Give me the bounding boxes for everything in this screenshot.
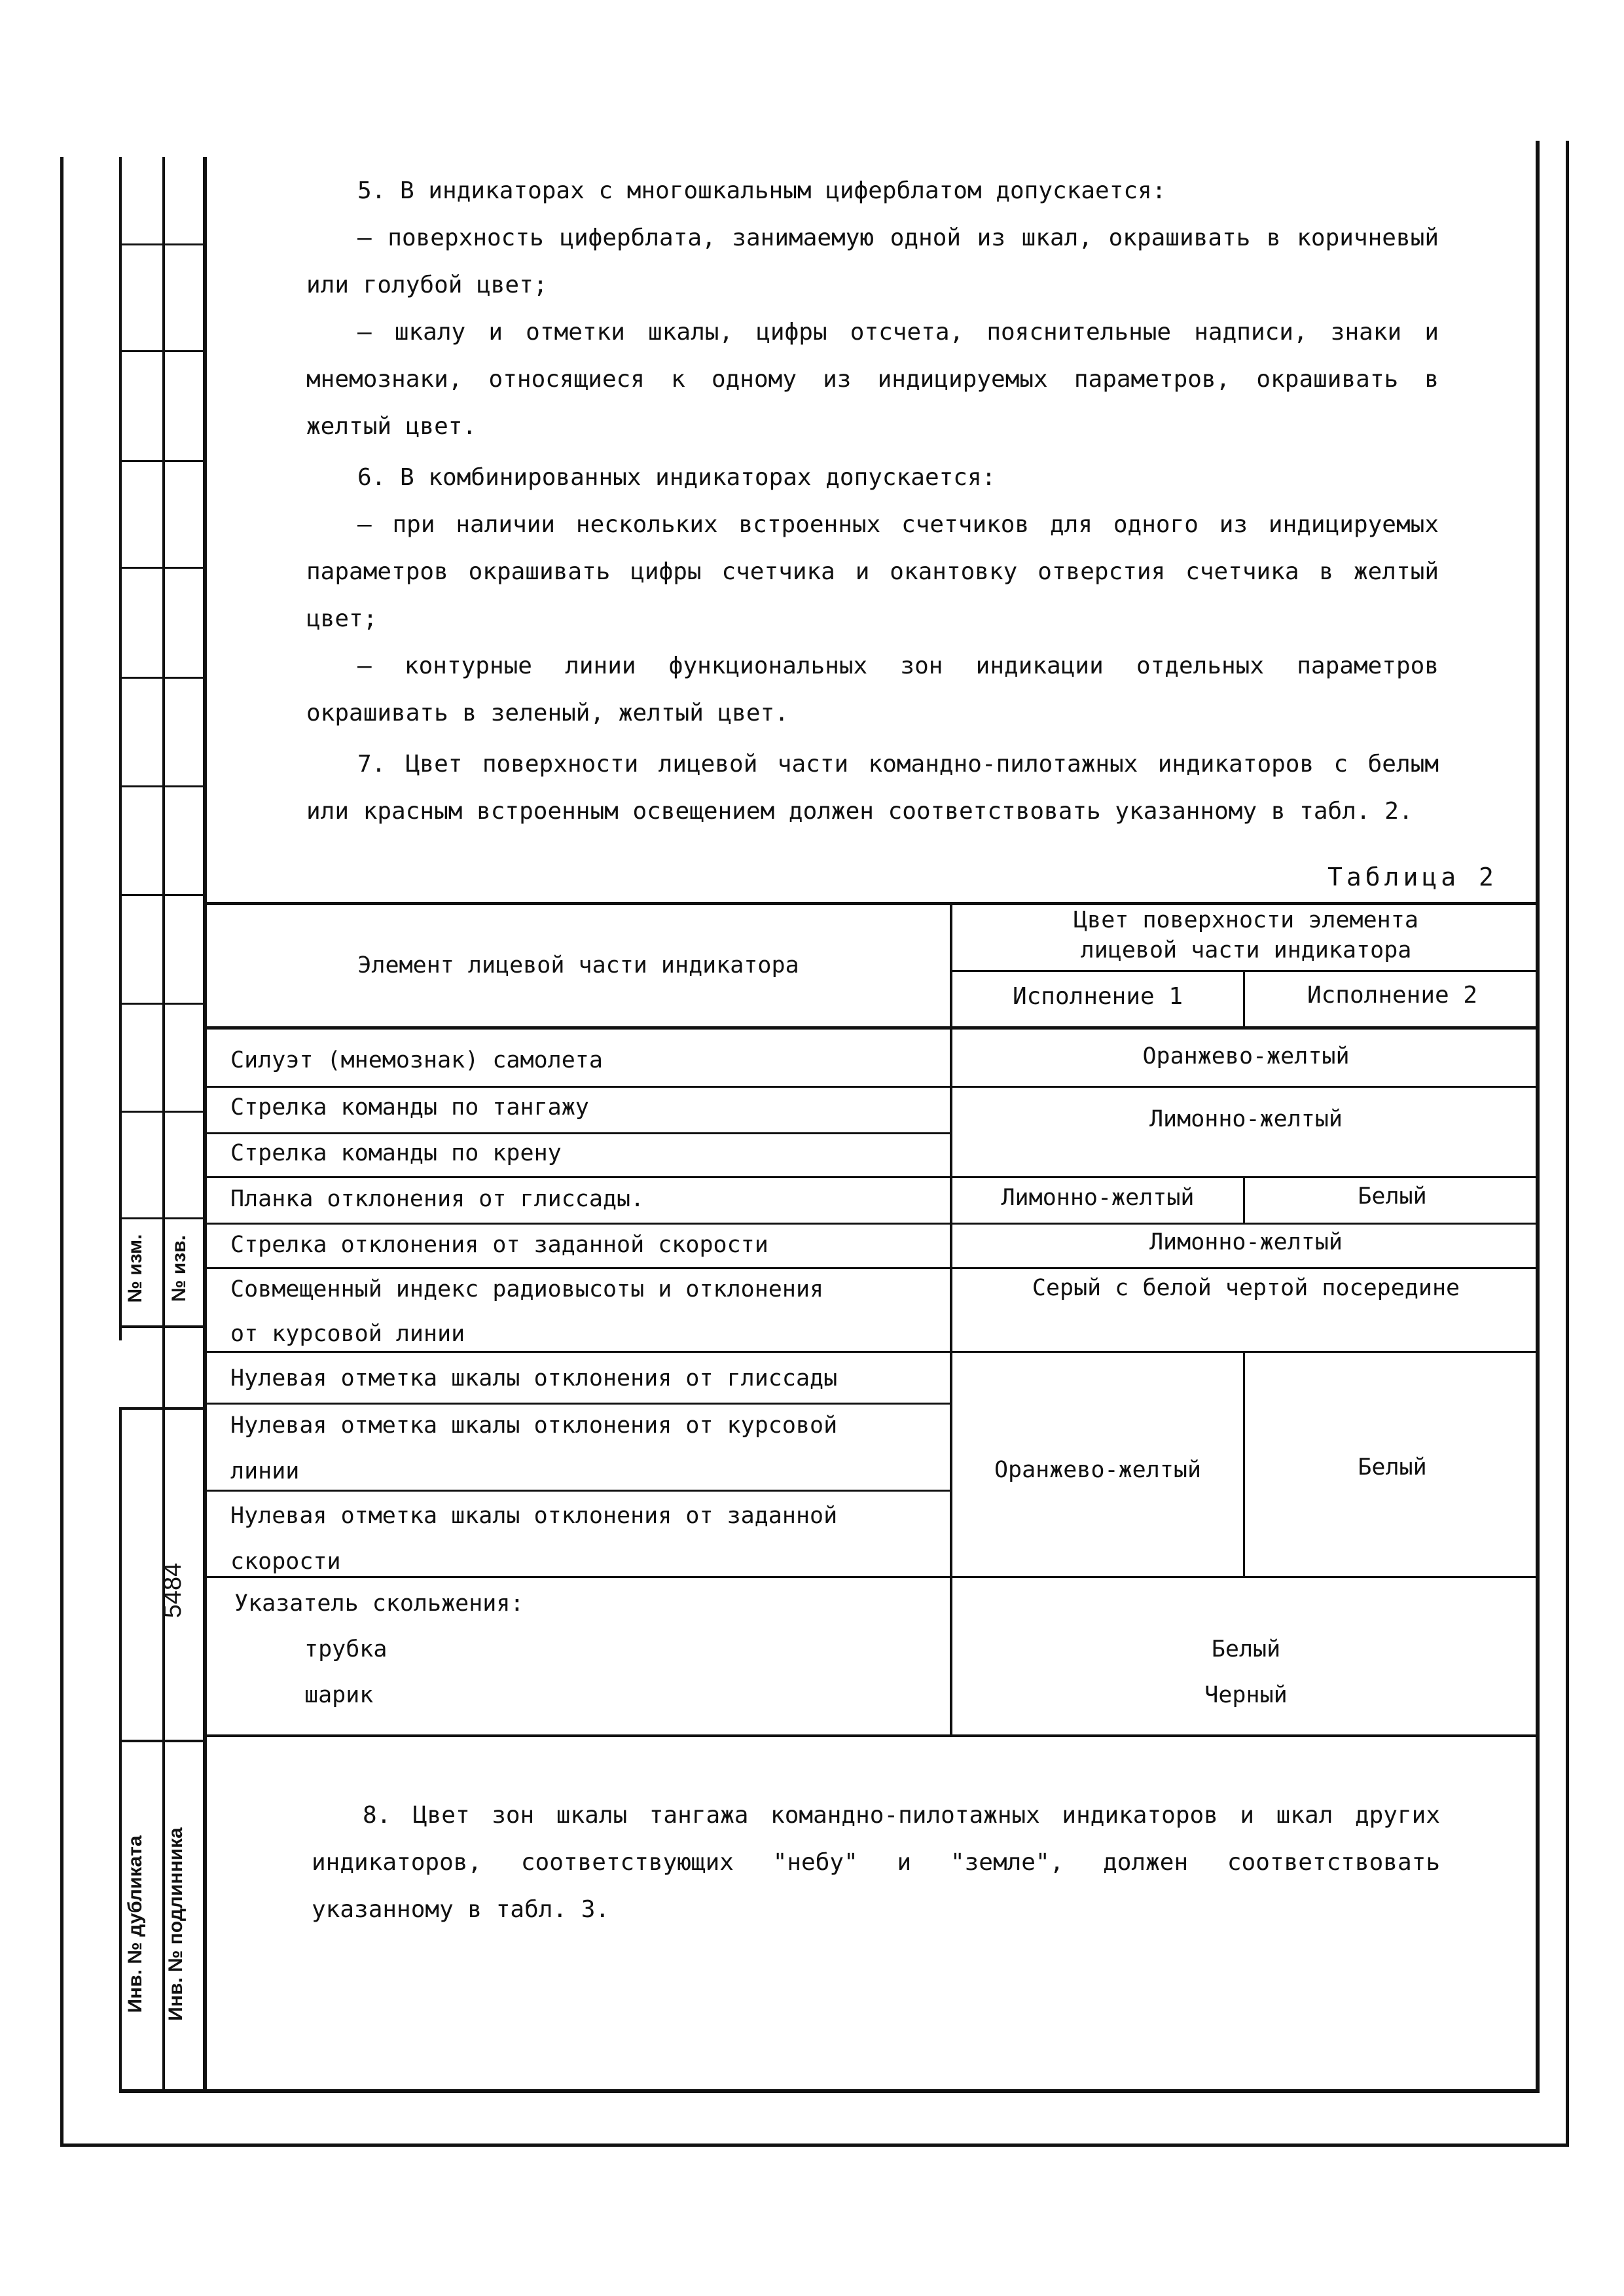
table-row-6-color: Серый с белой чертой посередине xyxy=(1032,1275,1460,1301)
table-row-4-color-v1: Лимонно-желтый xyxy=(1001,1185,1195,1211)
sidebar-cell-line xyxy=(119,460,204,462)
sidebar-label-change-no: № изм. xyxy=(124,1234,146,1303)
frame-bottom-inner xyxy=(119,2089,1540,2093)
sidebar-col-left-lower xyxy=(119,1407,122,2091)
sidebar-cell-line xyxy=(119,243,204,245)
table-row-line xyxy=(207,1132,951,1134)
sidebar-cell-line xyxy=(119,677,204,679)
frame-bottom-outer xyxy=(60,2144,1569,2147)
sidebar-cell-line xyxy=(119,350,204,352)
table-row-5-color: Лимонно-желтый xyxy=(1149,1229,1343,1255)
table-bottom-border xyxy=(207,1734,1540,1737)
sidebar-cell-line xyxy=(119,1325,204,1328)
paragraph-5: 5. В индикаторах с многошкальным циферблатом допускается: xyxy=(357,177,1166,204)
paragraph-8: 8. Цвет зон шкалы тангажа командно-пилотажных индикаторов и шкал других индикаторов, соответствующих "небу" и "земле", должен соответствовать указанному в табл. 3. xyxy=(312,1802,1440,1923)
paragraph-7: 7. Цвет поверхности лицевой части командно-пилотажных индикаторов с белым или красным встроенным освещением должен соответствовать указанному в табл. 2. xyxy=(306,751,1439,825)
paragraphs-block xyxy=(306,168,1439,835)
table-row-8-element-line2: линии xyxy=(230,1458,300,1484)
table-row-9-element-line1: Нулевая отметка шкалы отклонения от заданной xyxy=(230,1503,838,1529)
table-row-10-title: Указатель скольжения: xyxy=(234,1590,524,1617)
table-header-color-line1: Цвет поверхности элемента xyxy=(1074,907,1418,933)
sidebar-cell-line xyxy=(119,894,204,896)
table-row-6-element-line1: Совмещенный индекс радиовысоты и отклонения xyxy=(230,1276,824,1302)
table-main-divider xyxy=(950,902,952,1736)
paragraph-6-item-2: – контурные линии функциональных зон индикации отдельных параметров окрашивать в зеленый, желтый цвет. xyxy=(306,653,1439,726)
table-row-1-element: Силуэт (мнемознак) самолета xyxy=(230,1047,603,1073)
table-row-5-element: Стрелка отклонения от заданной скорости xyxy=(230,1232,768,1258)
table-row-line xyxy=(207,1351,1540,1353)
table-row-line xyxy=(207,1576,1540,1578)
table-row-10-sub-ball: шарик xyxy=(304,1682,374,1708)
table-row-23-color: Лимонно-желтый xyxy=(1149,1106,1343,1132)
table-row-789-color-v2: Белый xyxy=(1358,1454,1427,1480)
sidebar-col-mid xyxy=(162,157,165,2091)
table-header-variant-1: Исполнение 1 xyxy=(1012,983,1183,1010)
sidebar-cell-line xyxy=(119,1111,204,1113)
paragraph-5-item-1: – поверхность циферблата, занимаемую одной из шкал, окрашивать в коричневый или голубой цвет; xyxy=(306,224,1439,298)
table-header-variant-2: Исполнение 2 xyxy=(1307,982,1478,1009)
sidebar-cell-line xyxy=(119,567,204,569)
table-row-line xyxy=(207,1267,1540,1269)
sidebar-col-right xyxy=(203,157,207,2091)
table-row-4-color-v2: Белый xyxy=(1358,1183,1427,1210)
table-row-line xyxy=(207,1223,1540,1225)
table-header-element: Элемент лицевой части индикатора xyxy=(357,952,799,978)
paragraph-5-item-2: – шкалу и отметки шкалы, цифры отсчета, пояснительные надписи, знаки и мнемознаки, относящиеся к одному из индицируемых параметров, окрашивать в желтый цвет. xyxy=(306,319,1439,440)
table-row-1-color: Оранжево-желтый xyxy=(1142,1043,1350,1069)
table-row-789-color-v1: Оранжево-желтый xyxy=(994,1457,1202,1483)
sidebar-label-duplicate-inv: Инв. № дубликата xyxy=(124,1835,146,2013)
sidebar-code: 5484 xyxy=(159,1562,187,1619)
frame-right-outer xyxy=(1566,141,1569,2147)
table-row-10-color-ball: Черный xyxy=(1204,1682,1288,1708)
sidebar-col-left xyxy=(119,157,122,1340)
table-row-line xyxy=(207,1086,1540,1088)
table-row-10-color-tube: Белый xyxy=(1211,1636,1281,1662)
sidebar-cell-line xyxy=(119,1740,204,1742)
table-row-9-element-line2: скорости xyxy=(230,1549,341,1575)
sidebar-cell-line xyxy=(119,785,204,787)
table-row-line xyxy=(207,1176,1540,1178)
table-header-bottom xyxy=(207,1026,1540,1030)
table-row-3-element: Стрелка команды по крену xyxy=(230,1140,562,1166)
table-row-line xyxy=(207,1490,951,1492)
sidebar-label-notice-no: № изв. xyxy=(168,1235,190,1302)
table-row-line xyxy=(207,1403,951,1405)
table-caption: Таблица 2 xyxy=(1327,863,1498,891)
sidebar-cell-line xyxy=(119,1407,204,1410)
table-header-color-line2: лицевой части индикатора xyxy=(1080,937,1412,963)
table-row-10-sub-tube: трубка xyxy=(304,1636,388,1662)
table-row-7-element: Нулевая отметка шкалы отклонения от глиссады xyxy=(230,1365,838,1391)
frame-left-outer xyxy=(60,157,63,2145)
paragraph-8-block xyxy=(312,1792,1440,1933)
paragraph-6: 6. В комбинированных индикаторах допускается: xyxy=(357,464,996,491)
table-row-6-element-line2: от курсовой линии xyxy=(230,1321,465,1347)
paragraph-6-item-1: – при наличии нескольких встроенных счетчиков для одного из индицируемых параметров окрашивать цифры счетчика и окантовку отверстия счетчика в желтый цвет; xyxy=(306,511,1439,632)
table-top-border xyxy=(207,902,1540,905)
table-row-2-element: Стрелка команды по тангажу xyxy=(230,1094,589,1121)
table-row-4-element: Планка отклонения от глиссады. xyxy=(230,1186,645,1212)
sidebar-cell-line xyxy=(119,1003,204,1005)
sidebar-label-original-inv: Инв. № подлинника xyxy=(165,1827,187,2021)
table-row-8-element-line1: Нулевая отметка шкалы отклонения от курсовой xyxy=(230,1412,838,1439)
